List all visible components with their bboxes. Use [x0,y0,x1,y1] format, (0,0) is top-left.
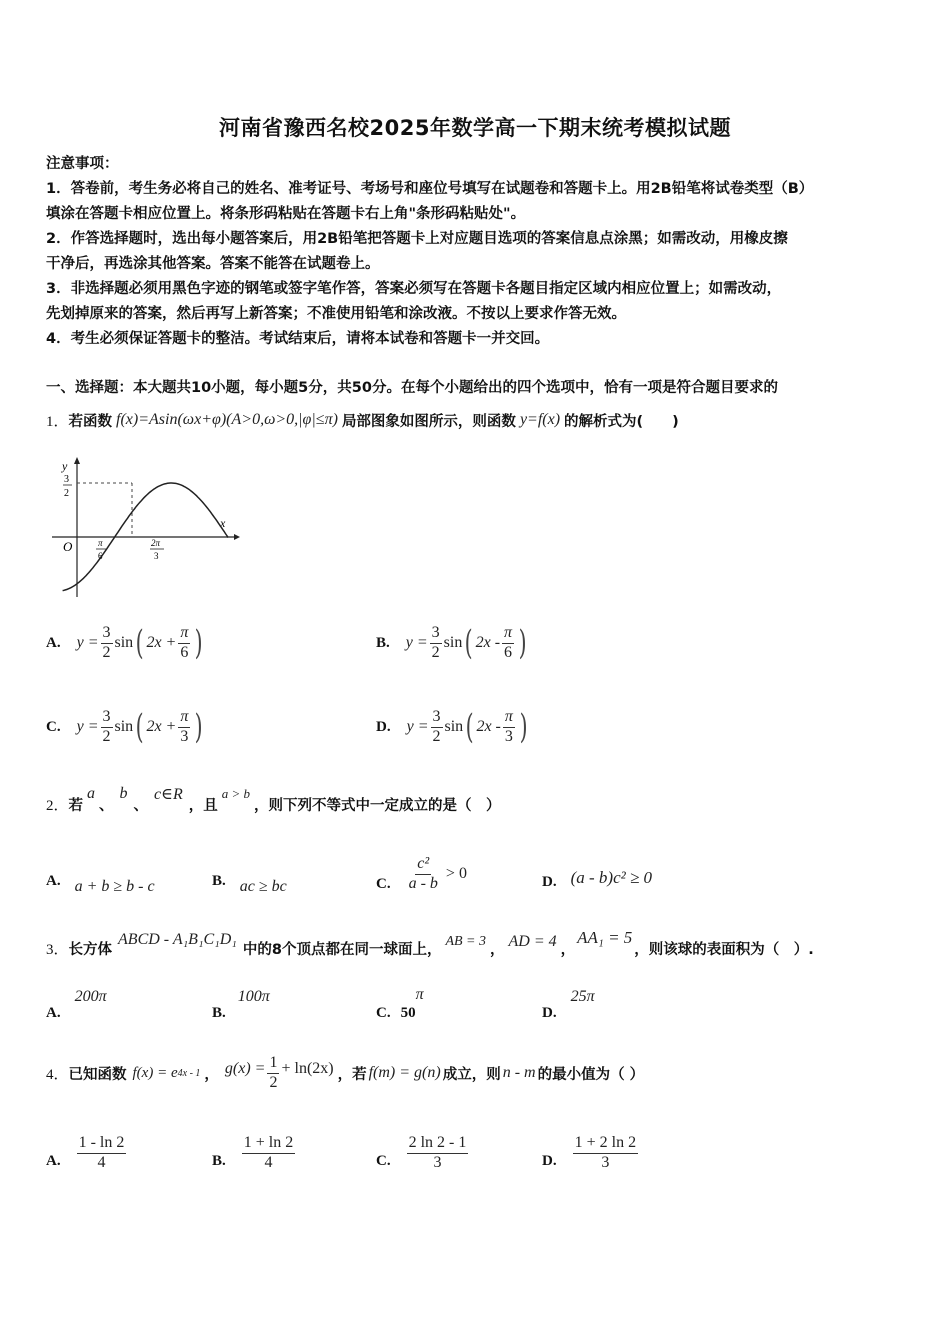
question-2-sep2: 、 [133,797,149,814]
question-2-var-b: b [119,785,128,802]
q4-option-c[interactable] [376,1128,470,1178]
q4-option-b-frac: $\frac{1 + \ln 2}{4}$ [243,1133,294,1171]
q3-option-c-label: C. [376,1005,391,1021]
question-4-f: f(x) = e [132,1064,178,1081]
x-tick-1-numerator: π [98,538,103,548]
q2-option-b-label: B. [212,872,226,889]
q2-option-c[interactable] [376,846,467,902]
question-4-mid: ，若 [337,1066,367,1083]
q3-option-c-pi: π [415,986,424,1003]
q1-option-a[interactable]: A. y = $\frac{3}{2}$ sin ( 2x + $\frac{\pi}{6}$ ) [46,623,203,663]
q1-option-b-inner: 2x - [475,634,501,651]
q1-option-a-inner: 2x + [146,634,177,651]
q4-option-a-frac: $\frac{1 - \ln 2}{4}$ [78,1133,125,1171]
section-heading: 一、选择题：本大题共10小题，每小题5分，共50分。在每个小题给出的四个选项中，恰有一项是符合题目要求的 [46,380,778,396]
question-3-pre: 长方体 [68,941,113,958]
q1-option-c-y: y = [76,718,99,735]
question-1 [46,403,679,437]
question-4-f-exponent: 4x - 1 [177,1067,201,1079]
note-line-3: 2．作答选择题时，选出每小题答案后，用2B铅笔把答题卡上对应题目选项的答案信息点涂黑；如需改动，用橡皮擦 [46,231,788,247]
question-3-number: 3． [46,941,69,958]
question-2-var-a: a [87,785,96,802]
question-3-post: ，则该球的表面积为（ ）. [634,941,814,958]
q1-option-c-inner: 2x + [146,718,177,735]
q4-option-d-label: D. [542,1152,557,1169]
q1-option-c-label: C. [46,718,61,735]
q2-option-a-label: A. [46,872,61,889]
q1-option-d-inner: 2x - [476,718,501,735]
q4-option-d[interactable] [542,1128,640,1178]
question-4-g: g(x) = [224,1060,266,1077]
q1-option-b-y: y = [405,634,428,651]
question-2-text3: ，则下列不等式中一定成立的是（ ） [254,797,501,814]
x-tick-1-denominator: 6 [98,551,103,561]
question-2 [46,786,501,822]
note-line-1: 1．答卷前，考生务必将自己的姓名、准考证号、考场号和座位号填写在试题卷和答题卡上。用2B铅笔将试卷类型（B） [46,181,814,197]
x-axis-arrow [234,534,240,540]
q3-option-a-label: A. [46,1005,61,1021]
q2-option-d[interactable] [542,862,652,894]
question-3-comma1: ， [490,941,505,958]
question-1-graph [50,455,240,600]
q1-option-d-phase: $\frac{\pi}{3}$ [504,707,513,745]
question-3-body: ABCD - A₁B₁C₁D₁ [118,931,237,948]
q4-option-c-label: C. [376,1152,391,1169]
q3-option-d-label: D. [542,1005,557,1021]
q2-option-a[interactable] [46,866,155,896]
note-line-2: 填涂在答题卡相应位置上。将条形码粘贴在答题卡右上角"条形码粘贴处"。 [46,206,526,222]
q1-option-a-sin: sin [114,634,134,651]
q2-option-d-expr: (a - b)c² ≥ 0 [570,868,653,887]
question-1-number: 1． [46,413,69,430]
x-tick-2-denominator: 3 [154,551,159,561]
y-tick-numerator: 3 [64,474,69,485]
x-axis-label: x [220,516,226,530]
q1-option-c[interactable]: C. y = $\frac{3}{2}$ sin ( 2x + $\frac{\pi}{3}$ ) [46,707,203,747]
q1-option-b-sin: sin [443,634,463,651]
q1-option-c-sin: sin [114,718,134,735]
question-4-post: 的最小值为（ ） [537,1066,645,1083]
q2-option-d-label: D. [542,873,557,890]
y-axis-label: y [62,459,68,473]
question-1-pre: 若函数 [68,413,113,430]
question-4-mid2: 成立，则 [442,1066,501,1083]
question-4-number: 4． [46,1066,69,1083]
q4-option-b[interactable] [212,1128,297,1178]
q3-option-b-label: B. [212,1005,226,1021]
question-3-ab: AB = 3 [445,934,487,949]
question-1-function-y: y=f(x) [519,411,561,428]
q2-option-a-expr: a + b ≥ b - c [74,878,155,895]
q3-option-c[interactable] [376,988,424,1022]
q3-option-a-value: 200π [74,988,107,1005]
question-3-ad: AD = 4 [508,933,557,950]
question-4-expr: n - m [502,1064,536,1081]
question-3-aa1: AA₁ = 5 [577,928,633,947]
note-line-6: 先划掉原来的答案，然后再写上新答案；不准使用铅笔和涂改液。不按以上要求作答无效。 [46,306,626,322]
q1-option-b-phase: $\frac{\pi}{6}$ [504,623,513,661]
q1-option-a-label: A. [46,634,61,651]
q3-option-b[interactable] [212,988,270,1022]
question-4-condition: f(m) = g(n) [368,1064,441,1081]
question-2-condition: a > b [221,786,251,801]
q4-option-b-label: B. [212,1152,226,1169]
q1-option-d-coef: $\frac{3}{2}$ [432,707,441,745]
q1-option-a-y: y = [76,634,99,651]
question-2-text1: 若 [68,797,84,814]
q3-option-d[interactable] [542,988,595,1022]
q2-option-b[interactable] [212,866,287,896]
note-line-7: 4．考生必须保证答题卡的整洁。考试结束后，请将本试卷和答题卡一并交回。 [46,331,550,347]
q4-option-a-label: A. [46,1152,61,1169]
q1-option-a-phase: $\frac{\pi}{6}$ [180,623,189,661]
question-1-mid: 局部图象如图所示，则函数 [341,413,516,430]
question-2-sep1: 、 [99,797,114,814]
question-1-function: f(x)=Asin(ωx+φ)(A>0,ω>0,|φ|≤π) [116,411,338,428]
q2-option-c-frac: $\frac{\text{c²}}{a - b}$ [408,854,438,892]
question-1-post: 的解析式为( ) [564,413,679,430]
q1-option-c-phase: $\frac{\pi}{3}$ [180,707,189,745]
q1-option-b-label: B. [376,634,390,651]
q3-option-a[interactable] [46,988,107,1022]
q1-option-d[interactable]: D. y = $\frac{3}{2}$ sin ( 2x - $\frac{\pi}{3}$ ) [376,707,528,747]
q1-option-b[interactable]: B. y = $\frac{3}{2}$ sin ( 2x - $\frac{\pi}{6}$ ) [376,623,527,663]
q2-option-c-label: C. [376,875,391,892]
question-2-text2: ，且 [188,797,218,814]
q2-option-b-expr: ac ≥ bc [239,878,287,895]
note-line-4: 干净后，再选涂其他答案。答案不能答在试题卷上。 [46,256,380,272]
paper-title: 河南省豫西名校2025年数学高一下期末统考模拟试题 [219,116,731,140]
q4-option-d-frac: $\frac{1 + 2 \ln 2}{3}$ [574,1133,637,1171]
question-3-comma2: ， [560,941,576,958]
q3-option-d-value: 25π [570,988,595,1005]
question-4 [46,1048,644,1098]
question-3 [46,930,814,966]
q4-option-c-frac: $\frac{2 \ln 2 - 1}{3}$ [408,1133,467,1171]
q1-option-a-coef: $\frac{3}{2}$ [102,623,111,661]
q3-option-c-value: 50 [400,1005,416,1021]
question-4-pre: 已知函数 [68,1066,127,1083]
question-2-var-c: c∈R [154,786,183,803]
notes-heading: 注意事项： [46,156,119,172]
note-line-5: 3．非选择题必须用黑色字迹的钢笔或签字笔作答，答案必须写在答题卡各题目指定区域内相应位置上；如需改动， [46,281,782,297]
x-tick-2-numerator: 2π [151,538,161,548]
q1-option-d-y: y = [406,718,429,735]
q2-option-c-tail: > 0 [445,865,467,882]
question-4-comma: ， [204,1066,219,1083]
y-tick-denominator: 2 [64,488,69,499]
q1-option-d-sin: sin [444,718,464,735]
question-4-g-frac: $\frac{1}{2}$ [269,1053,278,1091]
origin-label: O [63,539,73,554]
q1-option-d-label: D. [376,718,391,735]
y-axis-arrow [74,457,80,464]
q4-option-a[interactable] [46,1128,128,1178]
question-3-mid: 中的8个顶点都在同一球面上， [242,941,442,958]
q1-option-c-coef: $\frac{3}{2}$ [102,707,111,745]
q3-option-b-value: 100π [237,988,270,1005]
question-2-number: 2． [46,797,69,814]
q1-option-b-coef: $\frac{3}{2}$ [431,623,440,661]
question-4-g-tail: + ln(2x) [281,1060,334,1077]
